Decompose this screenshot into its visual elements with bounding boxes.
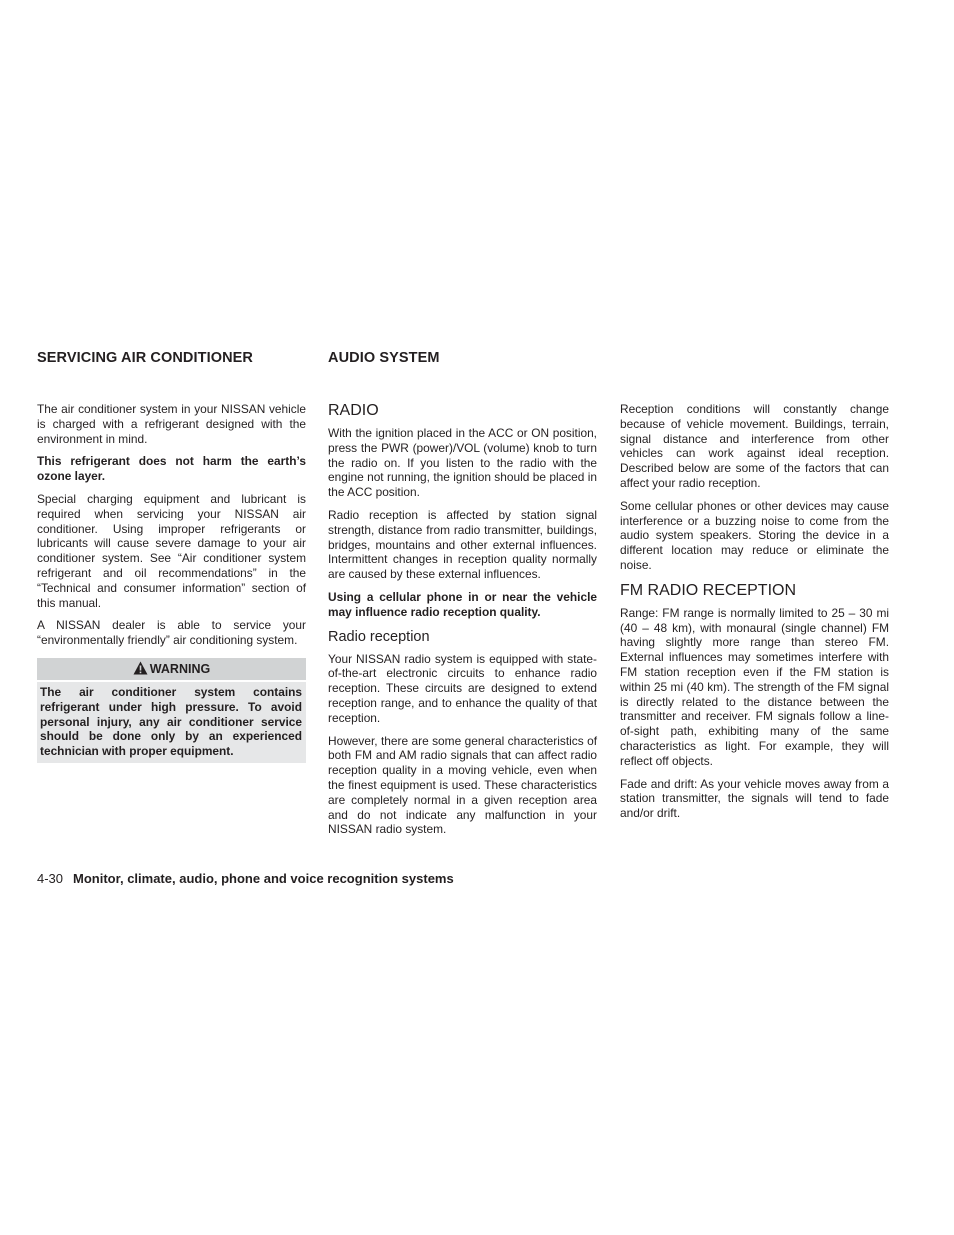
paragraph: The air conditioner system in your NISSAN vehicle is charged with a refrigerant designed with the environment in mind. [37, 402, 306, 446]
paragraph: However, there are some general characteristics of both FM and AM radio signals that can affect radio reception quality in a moving vehicle, even when the finest equipment is used. These characteristics are completely normal in a given reception area and do not indicate any malfunction in your NISSAN radio system. [328, 733, 597, 837]
page-footer [37, 870, 454, 888]
paragraph: Radio reception is affected by station signal strength, distance from radio transmitter, buildings, bridges, mountains and other external influences. Intermittent changes in reception quality normally are caused by these external influences. [328, 507, 597, 582]
paragraph: A NISSAN dealer is able to service your “environmentally friendly” air conditioning system. [37, 618, 306, 648]
chapter-title: Monitor, climate, audio, phone and voice recognition systems [73, 871, 454, 886]
page-number: 4-30 [37, 871, 64, 886]
subheading-radio: RADIO [328, 402, 379, 419]
column-servicing-air-conditioner [37, 348, 306, 763]
paragraph: Range: FM range is normally limited to 25 – 30 mi (40 – 48 km), with monaural (single channel) FM having slightly more range than stereo FM. External influences may sometimes interfere with FM station reception even if the FM station is within 25 mi (40 km). The strength of the FM signal is directly related to the distance between the transmitter and receiver. FM signals follow a line-of-sight path, exhibiting many of the same characteristics as light. For example, they will reflect off objects. [620, 605, 889, 768]
paragraph: Special charging equipment and lubricant is required when servicing your NISSAN air conditioner. Using improper refrigerants or lubricants will cause severe damage to your air conditioner system. See “Air conditioner system refrigerant and oil recommendations” in the “Technical and consumer information” section of this manual. [37, 491, 306, 610]
column-audio-system [328, 348, 597, 845]
bold-paragraph: Using a cellular phone in or near the vehicle may influence radio reception quality. [328, 589, 597, 619]
subheading-radio-reception: Radio reception [328, 628, 430, 645]
column-reception [620, 402, 889, 829]
warning-text: The air conditioner system contains refrigerant under high pressure. To avoid personal injury, any air conditioner service should be done only by an experienced technician with proper equipment. [40, 684, 302, 759]
paragraph: Some cellular phones or other devices may cause interference or a buzzing noise to come from the audio system speakers. Storing the device in a different location may reduce or eliminate the noise. [620, 498, 889, 572]
bold-paragraph: This refrigerant does not harm the earth’s ozone layer. [37, 454, 306, 484]
paragraph: Your NISSAN radio system is equipped with state-of-the-art electronic circuits to enhance radio reception. These circuits are designed to extend reception range, and to enhance the quality of that reception. [328, 651, 597, 725]
subheading-fm-radio-reception: FM RADIO RECEPTION [620, 581, 797, 599]
paragraph: With the ignition placed in the ACC or ON position, press the PWR (power)/VOL (volume) knob to turn the radio on. If you listen to the radio with the engine not running, the ignition should be placed in the ACC position. [328, 426, 597, 500]
section-heading-audio-system: AUDIO SYSTEM [328, 350, 440, 366]
warning-triangle-icon [133, 660, 148, 682]
warning-header [37, 658, 306, 682]
paragraph: Fade and drift: As your vehicle moves away from a station transmitter, the signals will tend to fade and/or drift. [620, 776, 889, 821]
warning-box [37, 658, 306, 763]
paragraph: Reception conditions will constantly change because of vehicle movement. Buildings, terrain, signal distance and interference from other vehicles can work against ideal reception. Described below are some of the factors that can affect your radio reception. [620, 402, 889, 490]
section-heading-servicing-air-conditioner: SERVICING AIR CONDITIONER [37, 350, 253, 366]
warning-label: WARNING [149, 661, 211, 676]
